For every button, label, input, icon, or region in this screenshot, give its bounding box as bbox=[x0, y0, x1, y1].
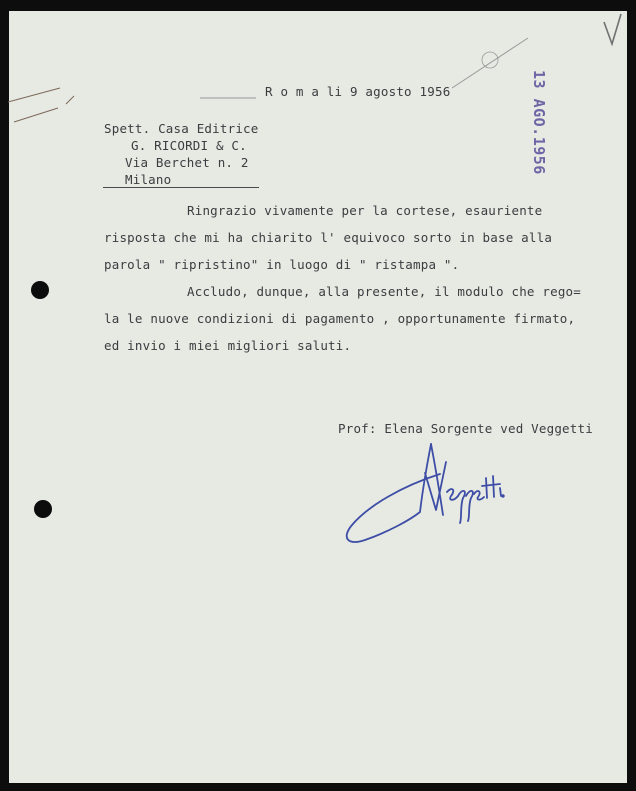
place-date: R o m a li 9 agosto 1956 bbox=[265, 84, 451, 99]
body-line-1: Ringrazio vivamente per la cortese, esauriente bbox=[187, 203, 543, 218]
body-line-2: risposta che mi ha chiarito l' equivoco sorto in base alla bbox=[104, 230, 553, 245]
body-line-4: Accludo, dunque, alla presente, il modulo che rego= bbox=[187, 284, 582, 299]
body-line-5: la le nuove condizioni di pagamento , opportunamente firmato, bbox=[104, 311, 576, 326]
date-received-stamp: 13 AGO.1956 bbox=[530, 70, 548, 175]
signature-name: Prof: Elena Sorgente ved Veggetti bbox=[338, 421, 593, 436]
body-line-3: parola " ripristino" in luogo di " ristampa ". bbox=[104, 257, 460, 272]
recipient-line-1: Spett. Casa Editrice bbox=[104, 121, 259, 136]
recipient-line-2: G. RICORDI & C. bbox=[131, 138, 247, 153]
body-line-6: ed invio i miei migliori saluti. bbox=[104, 338, 352, 353]
recipient-line-3: Via Berchet n. 2 bbox=[125, 155, 249, 170]
recipient-line-4: Milano bbox=[125, 172, 172, 187]
